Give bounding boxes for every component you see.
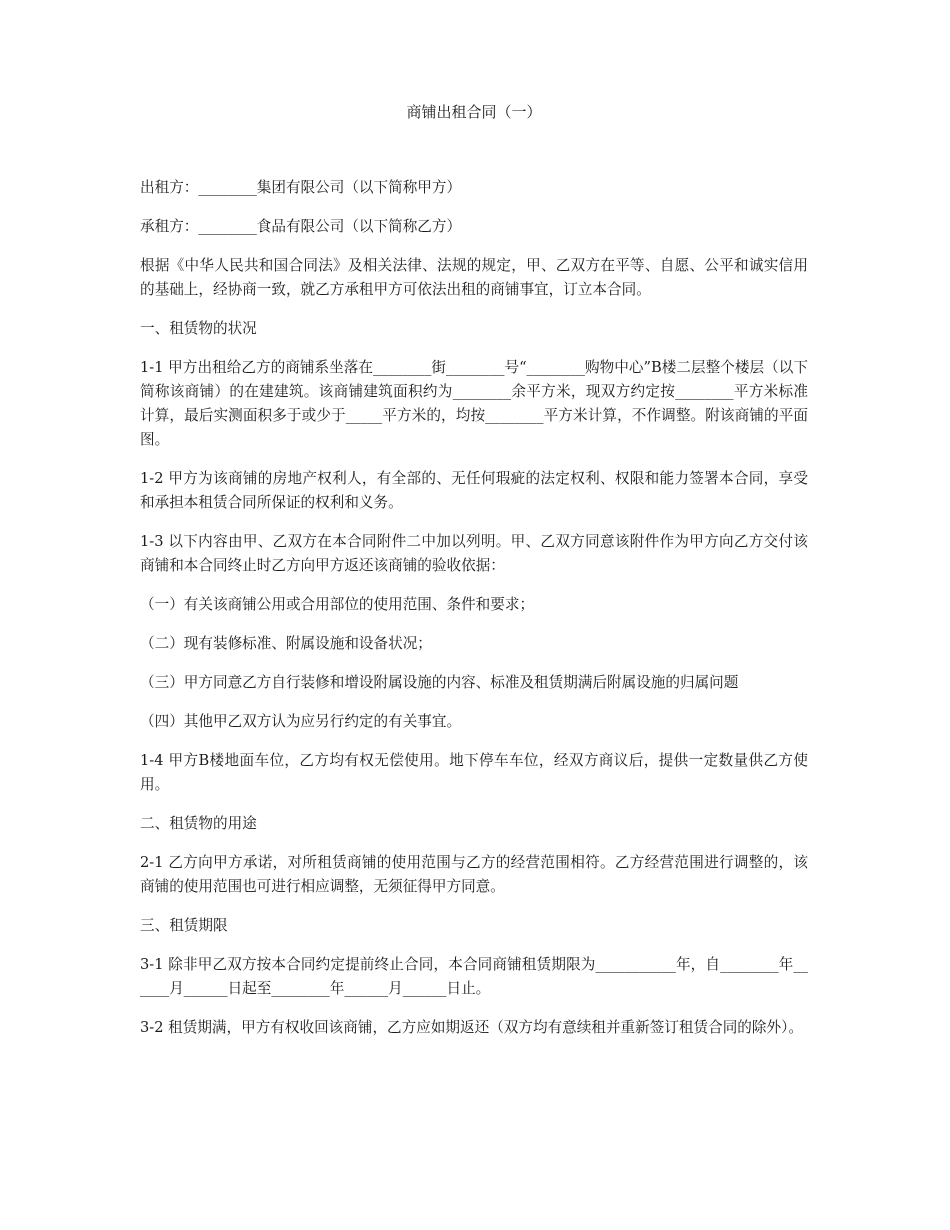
clause-3-2: 3-2 租赁期满，甲方有权收回该商铺，乙方应如期返还（双方均有意续租并重新签订租赁合同的除外）。 <box>140 1019 803 1036</box>
paragraph-lessor: 出租方：________集团有限公司（以下简称甲方） <box>140 179 462 196</box>
clause-1-3: 1-3 以下内容由甲、乙双方在本合同附件二中加以列明。甲、乙双方同意该附件作为甲方向乙方交付该商铺和本合同终止时乙方向甲方返还该商铺的验收依据： <box>140 533 808 574</box>
clause-2-1: 2-1 乙方向甲方承诺，对所租赁商铺的使用范围与乙方的经营范围相符。乙方经营范围进行调整的，该商铺的使用范围也可进行相应调整，无须征得甲方同意。 <box>140 854 808 895</box>
paragraph-lessee: 承租方：________食品有限公司（以下简称乙方） <box>140 218 462 235</box>
list-item-3: （三）甲方同意乙方自行装修和增设附属设施的内容、标准及租赁期满后附属设施的归属问题 <box>140 674 739 691</box>
list-item-2: （二）现有装修标准、附属设施和设备状况； <box>140 635 432 652</box>
document-body <box>140 100 808 1055</box>
list-item-4: （四）其他甲乙双方认为应另行约定的有关事宜。 <box>140 713 462 730</box>
section-heading-2: 二、租赁物的用途 <box>140 815 257 832</box>
clause-1-2: 1-2 甲方为该商铺的房地产权利人，有全部的、无任何瑕疵的法定权利、权限和能力签署本合同，享受和承担本租赁合同所保证的权利和义务。 <box>140 470 808 511</box>
clause-1-1: 1-1 甲方出租给乙方的商铺系坐落在________街________号“________购物中心”B楼二层整个楼层（以下简称该商铺）的在建建筑。该商铺建筑面积约为________余平方米，现双方约定按________平方米标准计算，最后实测面积多于或少于_____平方米的，均按________平方米计算，不作调整。附该商铺的平面图。 <box>140 359 808 448</box>
document-title: 商铺出租合同（一） <box>406 103 542 121</box>
clause-1-4: 1-4 甲方B楼地面车位，乙方均有权无偿使用。地下停车车位，经双方商议后，提供一定数量供乙方使用。 <box>140 752 808 793</box>
clause-3-1: 3-1 除非甲乙双方按本合同约定提前终止合同，本合同商铺租赁期限为___________年，自________年______月______日起至________年______月______日止。 <box>140 956 808 997</box>
list-item-1: （一）有关该商铺公用或合用部位的使用范围、条件和要求； <box>140 596 535 613</box>
section-heading-1: 一、租赁物的状况 <box>140 320 257 337</box>
paragraph-preamble: 根据《中华人民共和国合同法》及相关法律、法规的规定，甲、乙双方在平等、自愿、公平和诚实信用的基础上，经协商一致，就乙方承租甲方可依法出租的商铺事宜，订立本合同。 <box>140 257 808 298</box>
section-heading-3: 三、租赁期限 <box>140 917 228 934</box>
